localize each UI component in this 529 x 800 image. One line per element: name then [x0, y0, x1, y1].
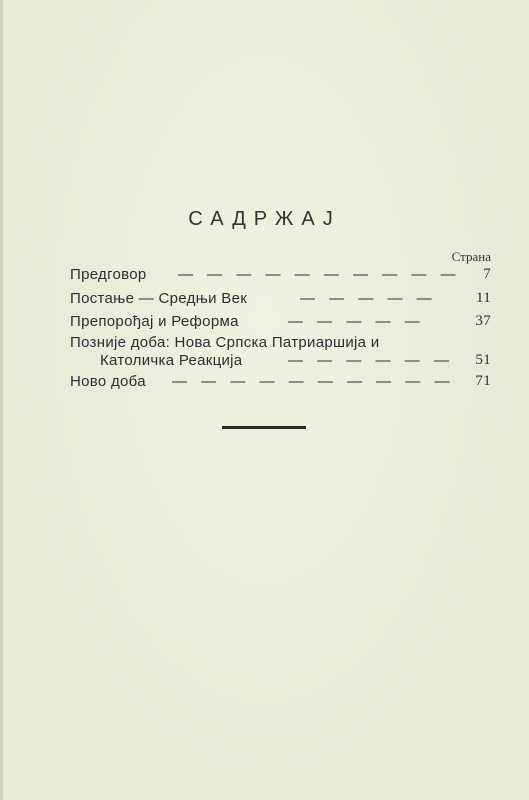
toc-entry	[70, 373, 491, 393]
toc-leader-dashes: — — — — — —	[288, 352, 454, 369]
toc-page-number: 71	[475, 373, 491, 389]
toc-entry-label: Позније доба: Нова Српска Патриаршија и	[70, 334, 380, 351]
toc-leader-dashes: — — — — — — — — — —	[172, 373, 455, 390]
toc-entry	[70, 266, 491, 286]
page-title: САДРЖАЈ	[188, 208, 341, 230]
toc-entry	[70, 290, 491, 310]
toc-page-number: 51	[475, 352, 491, 368]
decorative-rule	[222, 426, 306, 429]
toc-entry	[70, 313, 491, 333]
page-column-header: Страна	[451, 249, 491, 264]
toc-entry-label: Ново доба	[70, 373, 146, 390]
toc-entry-label: Препорођај и Реформа	[70, 313, 239, 330]
toc-entry-label: Постање — Средњи Век	[70, 290, 248, 307]
toc-leader-dashes: — — — — —	[300, 290, 437, 307]
toc-page-number: 7	[483, 266, 491, 282]
toc-leader-dashes: — — — — —	[288, 313, 425, 330]
page-edge	[0, 0, 3, 800]
toc-entry-label: Предговор	[70, 266, 147, 283]
toc-entry	[70, 352, 491, 372]
toc-leader-dashes: — — — — — — — — — —	[178, 266, 461, 283]
toc-entry-label: Католичка Реакција	[100, 352, 243, 369]
toc-page-number: 11	[475, 290, 491, 306]
toc-page-number: 37	[475, 313, 491, 329]
toc-entry	[70, 334, 491, 354]
